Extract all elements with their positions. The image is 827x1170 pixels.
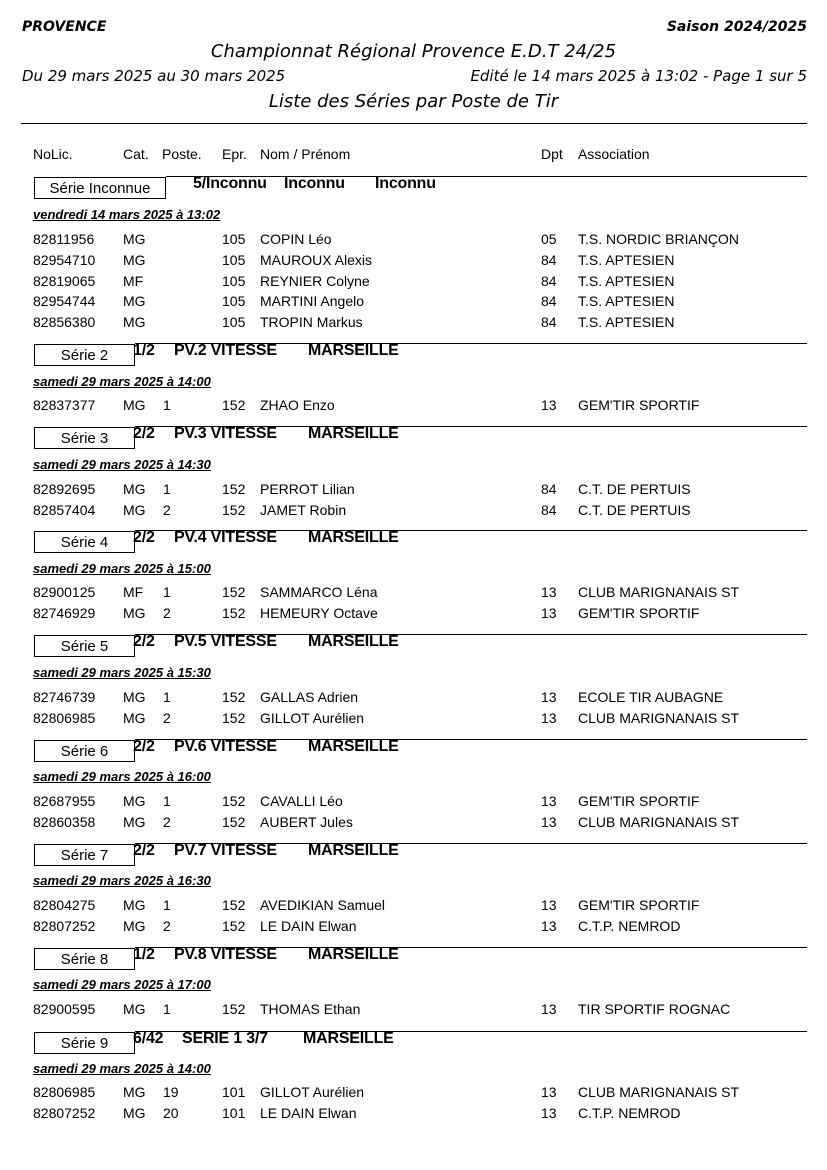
list-title: Liste des Séries par Poste de Tir: [268, 91, 559, 112]
lic-cell: 82900595: [33, 1001, 96, 1017]
name-cell: REYNIER Colyne: [260, 272, 370, 289]
cat-cell: MG: [123, 1001, 146, 1017]
epr-cell: 152: [222, 709, 246, 726]
name-cell: CAVALLI Léo: [260, 793, 343, 809]
name-cell: GILLOT Aurélien: [260, 1084, 365, 1100]
association-cell: CLUB MARIGNANAIS ST: [578, 813, 740, 830]
series-place: MARSEILLE: [303, 1030, 394, 1047]
association-cell: ECOLE TIR AUBAGNE: [578, 689, 724, 705]
name-cell: ZHAO Enzo: [260, 397, 335, 413]
series-place: MARSEILLE: [308, 946, 399, 963]
region-label: PROVENCE: [22, 19, 107, 35]
association-cell: C.T. DE PERTUIS: [578, 481, 691, 497]
cat-cell: MG: [123, 231, 146, 247]
cat-cell: MG: [123, 604, 146, 621]
series-date: samedi 29 mars 2025 à 16:30: [33, 873, 211, 888]
series-fill: 2/2: [133, 842, 155, 859]
series-date: samedi 29 mars 2025 à 14:00: [33, 1061, 211, 1076]
association-cell: T.S. NORDIC BRIANÇON: [578, 231, 740, 247]
series-name: PV.6 VITESSE: [174, 738, 277, 755]
series-label-box: Série 9: [34, 1032, 135, 1054]
col-header-nom: Nom / Prénom: [260, 146, 351, 162]
association-cell: C.T. DE PERTUIS: [578, 501, 691, 518]
association-cell: GEM'TIR SPORTIF: [578, 397, 700, 413]
epr-cell: 152: [222, 897, 246, 913]
dpt-cell: 13: [541, 1001, 557, 1017]
dpt-cell: 84: [541, 293, 557, 310]
lic-cell: 82954744: [33, 293, 96, 310]
series-fill: 1/2: [133, 342, 155, 359]
series-label-box: Série 6: [34, 740, 135, 762]
dpt-cell: 84: [541, 314, 557, 331]
cat-cell: MG: [123, 897, 146, 913]
epr-cell: 105: [222, 272, 246, 289]
lic-cell: 82892695: [33, 481, 96, 497]
epr-cell: 152: [222, 481, 246, 497]
series-fill: 5/Inconnu: [193, 175, 267, 192]
cat-cell: MG: [123, 793, 146, 809]
lic-cell: 82806985: [33, 1084, 96, 1100]
name-cell: MARTINI Angelo: [260, 293, 365, 310]
poste-cell: 2: [163, 501, 171, 518]
dpt-cell: 13: [541, 1104, 557, 1121]
epr-cell: 152: [222, 793, 246, 809]
cat-cell: MF: [123, 584, 144, 600]
lic-cell: 82856380: [33, 314, 96, 331]
epr-cell: 152: [222, 501, 246, 518]
series-label-box: Série 5: [34, 635, 135, 657]
cat-cell: MG: [123, 917, 146, 934]
name-cell: COPIN Léo: [260, 231, 332, 247]
lic-cell: 82807252: [33, 917, 96, 934]
series-place: MARSEILLE: [308, 529, 399, 546]
epr-cell: 105: [222, 231, 246, 247]
series-date: samedi 29 mars 2025 à 17:00: [33, 977, 211, 992]
series-name: Inconnu: [284, 175, 345, 192]
edition-info: Edité le 14 mars 2025 à 13:02 - Page 1 sur 5: [470, 67, 807, 85]
header-divider: [21, 123, 807, 124]
series-date: samedi 29 mars 2025 à 15:00: [33, 561, 211, 576]
poste-cell: 1: [163, 584, 171, 600]
lic-cell: 82746929: [33, 604, 96, 621]
series-fill: 1/2: [133, 946, 155, 963]
lic-cell: 82807252: [33, 1104, 96, 1121]
epr-cell: 152: [222, 604, 246, 621]
name-cell: HEMEURY Octave: [260, 604, 378, 621]
name-cell: LE DAIN Elwan: [260, 1104, 357, 1121]
series-place: MARSEILLE: [308, 342, 399, 359]
dpt-cell: 84: [541, 501, 557, 518]
name-cell: PERROT Lilian: [260, 481, 355, 497]
association-cell: TIR SPORTIF ROGNAC: [578, 1001, 731, 1017]
cat-cell: MG: [123, 293, 146, 310]
series-fill: 2/2: [133, 738, 155, 755]
poste-cell: 1: [163, 481, 171, 497]
season-label: Saison 2024/2025: [666, 19, 807, 35]
association-cell: C.T.P. NEMROD: [578, 1104, 681, 1121]
association-cell: GEM'TIR SPORTIF: [578, 604, 700, 621]
series-fill: 2/2: [133, 529, 155, 546]
lic-cell: 82811956: [33, 231, 95, 247]
epr-cell: 152: [222, 397, 246, 413]
dpt-cell: 13: [541, 813, 557, 830]
poste-cell: 1: [163, 1001, 171, 1017]
series-date: samedi 29 mars 2025 à 14:30: [33, 457, 211, 472]
series-name: SERIE 1 3/7: [182, 1030, 268, 1047]
col-header-nolic: NoLic.: [33, 146, 73, 162]
cat-cell: MG: [123, 689, 146, 705]
series-name: PV.8 VITESSE: [174, 946, 277, 963]
name-cell: AUBERT Jules: [260, 813, 353, 830]
competition-dates: Du 29 mars 2025 au 30 mars 2025: [22, 67, 286, 85]
dpt-cell: 13: [541, 709, 557, 726]
series-label-box: Série 2: [34, 344, 135, 366]
dpt-cell: 13: [541, 604, 557, 621]
association-cell: GEM'TIR SPORTIF: [578, 793, 700, 809]
poste-cell: 19: [163, 1084, 179, 1100]
col-header-cat: Cat.: [123, 146, 149, 162]
name-cell: AVEDIKIAN Samuel: [260, 897, 386, 913]
dpt-cell: 13: [541, 584, 557, 600]
series-name: PV.5 VITESSE: [174, 633, 277, 650]
cat-cell: MG: [123, 481, 146, 497]
epr-cell: 152: [222, 584, 246, 600]
series-fill: 6/42: [133, 1030, 164, 1047]
epr-cell: 101: [222, 1104, 246, 1121]
epr-cell: 152: [222, 689, 246, 705]
cat-cell: MG: [123, 314, 146, 331]
name-cell: GILLOT Aurélien: [260, 709, 365, 726]
name-cell: TROPIN Markus: [260, 314, 363, 331]
series-name: PV.2 VITESSE: [174, 342, 277, 359]
association-cell: C.T.P. NEMROD: [578, 917, 681, 934]
name-cell: LE DAIN Elwan: [260, 917, 357, 934]
poste-cell: 1: [163, 397, 171, 413]
poste-cell: 20: [163, 1104, 179, 1121]
cat-cell: MG: [123, 709, 146, 726]
series-date: samedi 29 mars 2025 à 16:00: [33, 769, 211, 784]
series-place: Inconnu: [375, 175, 436, 192]
col-header-association: Association: [578, 146, 650, 162]
name-cell: SAMMARCO Léna: [260, 584, 378, 600]
dpt-cell: 84: [541, 251, 557, 268]
dpt-cell: 05: [541, 231, 557, 247]
poste-cell: 1: [163, 793, 171, 809]
lic-cell: 82806985: [33, 709, 96, 726]
lic-cell: 82900125: [33, 584, 96, 600]
poste-cell: 2: [163, 604, 171, 621]
series-name: PV.7 VITESSE: [174, 842, 277, 859]
poste-cell: 2: [163, 709, 171, 726]
association-cell: CLUB MARIGNANAIS ST: [578, 584, 740, 600]
series-fill: 2/2: [133, 425, 155, 442]
association-cell: T.S. APTESIEN: [578, 293, 675, 310]
dpt-cell: 13: [541, 897, 557, 913]
epr-cell: 152: [222, 813, 246, 830]
series-label-box: Série 8: [34, 948, 135, 970]
series-label-box: Série Inconnue: [34, 177, 166, 199]
epr-cell: 152: [222, 917, 246, 934]
dpt-cell: 13: [541, 793, 557, 809]
association-cell: CLUB MARIGNANAIS ST: [578, 1084, 740, 1100]
poste-cell: 2: [163, 813, 171, 830]
lic-cell: 82687955: [33, 793, 96, 809]
dpt-cell: 84: [541, 272, 557, 289]
series-label-box: Série 7: [34, 844, 135, 866]
dpt-cell: 13: [541, 689, 557, 705]
poste-cell: 2: [163, 917, 171, 934]
association-cell: CLUB MARIGNANAIS ST: [578, 709, 740, 726]
cat-cell: MG: [123, 813, 146, 830]
series-place: MARSEILLE: [308, 633, 399, 650]
dpt-cell: 84: [541, 481, 557, 497]
series-name: PV.4 VITESSE: [174, 529, 277, 546]
name-cell: JAMET Robin: [260, 501, 347, 518]
poste-cell: 1: [163, 689, 171, 705]
lic-cell: 82746739: [33, 689, 96, 705]
col-header-epr: Epr.: [222, 146, 247, 162]
cat-cell: MF: [123, 272, 144, 289]
association-cell: T.S. APTESIEN: [578, 314, 675, 331]
epr-cell: 105: [222, 314, 246, 331]
lic-cell: 82954710: [33, 251, 96, 268]
series-date: samedi 29 mars 2025 à 14:00: [33, 374, 211, 389]
dpt-cell: 13: [541, 397, 557, 413]
cat-cell: MG: [123, 1084, 146, 1100]
association-cell: GEM'TIR SPORTIF: [578, 897, 700, 913]
series-label-box: Série 4: [34, 531, 135, 553]
series-date: vendredi 14 mars 2025 à 13:02: [33, 207, 221, 222]
epr-cell: 101: [222, 1084, 246, 1100]
cat-cell: MG: [123, 1104, 146, 1121]
name-cell: MAUROUX Alexis: [260, 251, 373, 268]
lic-cell: 82857404: [33, 501, 96, 518]
lic-cell: 82837377: [33, 397, 96, 413]
series-place: MARSEILLE: [308, 842, 399, 859]
series-label-box: Série 3: [34, 427, 135, 449]
lic-cell: 82819065: [33, 272, 96, 289]
association-cell: T.S. APTESIEN: [578, 272, 675, 289]
lic-cell: 82804275: [33, 897, 96, 913]
dpt-cell: 13: [541, 1084, 557, 1100]
col-header-dpt: Dpt: [541, 146, 563, 162]
name-cell: GALLAS Adrien: [260, 689, 359, 705]
series-place: MARSEILLE: [308, 425, 399, 442]
lic-cell: 82860358: [33, 813, 96, 830]
association-cell: T.S. APTESIEN: [578, 251, 675, 268]
dpt-cell: 13: [541, 917, 557, 934]
col-header-poste: Poste.: [162, 146, 202, 162]
series-name: PV.3 VITESSE: [174, 425, 277, 442]
poste-cell: 1: [163, 897, 171, 913]
series-place: MARSEILLE: [308, 738, 399, 755]
epr-cell: 105: [222, 251, 246, 268]
epr-cell: 105: [222, 293, 246, 310]
cat-cell: MG: [123, 501, 146, 518]
name-cell: THOMAS Ethan: [260, 1001, 361, 1017]
epr-cell: 152: [222, 1001, 246, 1017]
page-title: Championnat Régional Provence E.D.T 24/25: [210, 41, 617, 62]
cat-cell: MG: [123, 397, 146, 413]
series-date: samedi 29 mars 2025 à 15:30: [33, 665, 211, 680]
cat-cell: MG: [123, 251, 146, 268]
series-fill: 2/2: [133, 633, 155, 650]
